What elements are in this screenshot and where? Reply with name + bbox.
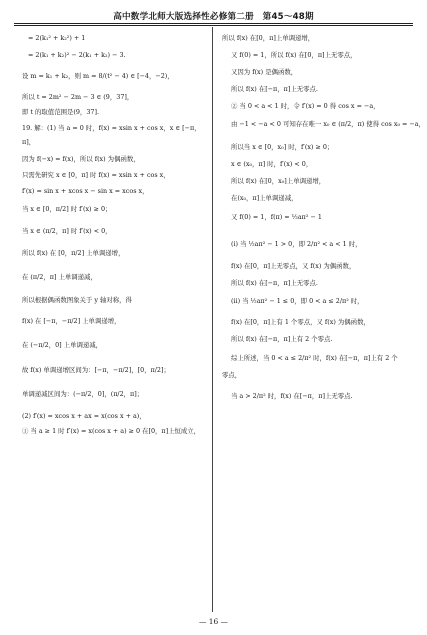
- text-line: 零点，: [222, 371, 242, 379]
- text-line: ① 当 a ≥ 1 时 f′(x) = x(cos x + a) ≥ 0 在[0，π]上恒成立，: [22, 427, 201, 435]
- page-header: 高中数学北师大版选择性必修第二册 第45～48期: [113, 12, 314, 22]
- text-line: 19. 解：(1) 当 a = 0 时，f(x) = xsin x + cos x，x ∈ [−π，: [22, 124, 201, 132]
- text-line: 所以根据偶函数图象关于 y 轴对称，得: [22, 296, 132, 304]
- text-line: f(x) 在[0，π]上无零点，又 f(x) 为偶函数，: [231, 262, 356, 270]
- text-line: 单调递减区间为：(−π/2，0]，(π/2，π]；: [22, 390, 144, 398]
- column-divider: [212, 27, 213, 612]
- text-line: 综上所述，当 0 < a ≤ 2/π² 时，f(x) 在[−π，π]上有 2 个: [231, 354, 398, 362]
- text-line: 即 t 的取值范围是(9，37].: [22, 108, 99, 116]
- text-line: 设 m = k₁ + k₂，则 m = 8/(t² − 4) ∈ [−4，−2)，: [22, 72, 174, 80]
- text-line: (ⅰ) 当 ½aπ² − 1 > 0，即 2/π² < a < 1 时，: [231, 240, 362, 248]
- text-line: 故 f(x) 单调递增区间为：[−π，−π/2]，[0，π/2]；: [22, 366, 170, 374]
- text-line: 所以 f(x) 在[−π，π]上无零点.: [231, 279, 318, 287]
- text-line: 在(x₀，π]上单调递减，: [231, 194, 298, 202]
- text-line: (ⅱ) 当 ½aπ² − 1 ≤ 0，即 0 < a ≤ 2/π² 时，: [231, 297, 364, 305]
- text-line: 当 x ∈ (π/2，π] 时 f′(x) < 0，: [22, 227, 112, 235]
- text-line: x ∈ (x₀，π] 时，f′(x) < 0，: [231, 160, 313, 168]
- header-rule-thin: [14, 25, 413, 26]
- header-rule: [14, 23, 413, 24]
- text-line: 又 f(0) = 1，所以 f(x) 在[0，π]上无零点，: [231, 51, 357, 59]
- text-line: f′(x) = sin x + xcos x − sin x = xcos x，: [22, 187, 149, 195]
- text-line: 又 f(0) = 1，f(π) = ½aπ² − 1: [231, 213, 322, 221]
- text-line: 当 a > 2/π² 时，f(x) 在[−π，π]上无零点.: [231, 392, 353, 400]
- text-line: 在 (−π/2，0] 上单调递减，: [22, 341, 103, 349]
- text-line: 所以 f(x) 在[0，x₀]上单调递增，: [231, 177, 326, 185]
- text-line: 又因为 f(x) 是偶函数，: [231, 68, 298, 76]
- text-line: (2) f′(x) = xcos x + ax = x(cos x + a)，: [22, 412, 146, 420]
- text-line: 因为 f(−x) = f(x)，所以 f(x) 为偶函数，: [22, 155, 140, 163]
- text-line: 在 (π/2，π] 上单调递减，: [22, 273, 97, 281]
- text-line: = 2(k₁ + k₂)² − 2(k₁ + k₂) − 3.: [28, 51, 126, 59]
- text-line: 所以 t = 2m² − 2m − 3 ∈ (9，37]，: [22, 93, 134, 101]
- text-line: 所以 f(x) 在 [0，π/2] 上单调递增，: [22, 249, 125, 257]
- text-line: = 2(k₁² + k₂²) + 1: [28, 34, 86, 42]
- text-line: 所以 f(x) 在[−π，π]上有 2 个零点.: [231, 335, 333, 343]
- text-line: 由 −1 < −a < 0 可知存在唯一 x₀ ∈ (π/2，π) 使得 cos x₀ = −a，: [231, 120, 425, 128]
- text-line: π]，: [22, 138, 36, 146]
- text-line: ② 当 0 < a < 1 时，令 f′(x) = 0 得 cos x = −a，: [231, 102, 380, 110]
- text-line: f(x) 在[0，π]上有 1 个零点，又 f(x) 为偶函数，: [231, 318, 370, 326]
- text-line: 所以当 x ∈ [0，x₀] 时，f′(x) ≥ 0；: [231, 143, 334, 151]
- page-number: — 16 —: [199, 617, 228, 626]
- text-line: 当 x ∈ [0，π/2] 时 f′(x) ≥ 0；: [22, 205, 112, 213]
- text-line: f(x) 在 [−π，−π/2] 上单调递增，: [22, 317, 121, 325]
- text-line: 只需先研究 x ∈ [0，π] 时 f(x) = xsin x + cos x，: [22, 171, 170, 179]
- text-line: 所以 f(x) 在[0，π]上单调递增，: [222, 34, 315, 42]
- text-line: 所以 f(x) 在[−π，π]上无零点.: [231, 85, 318, 93]
